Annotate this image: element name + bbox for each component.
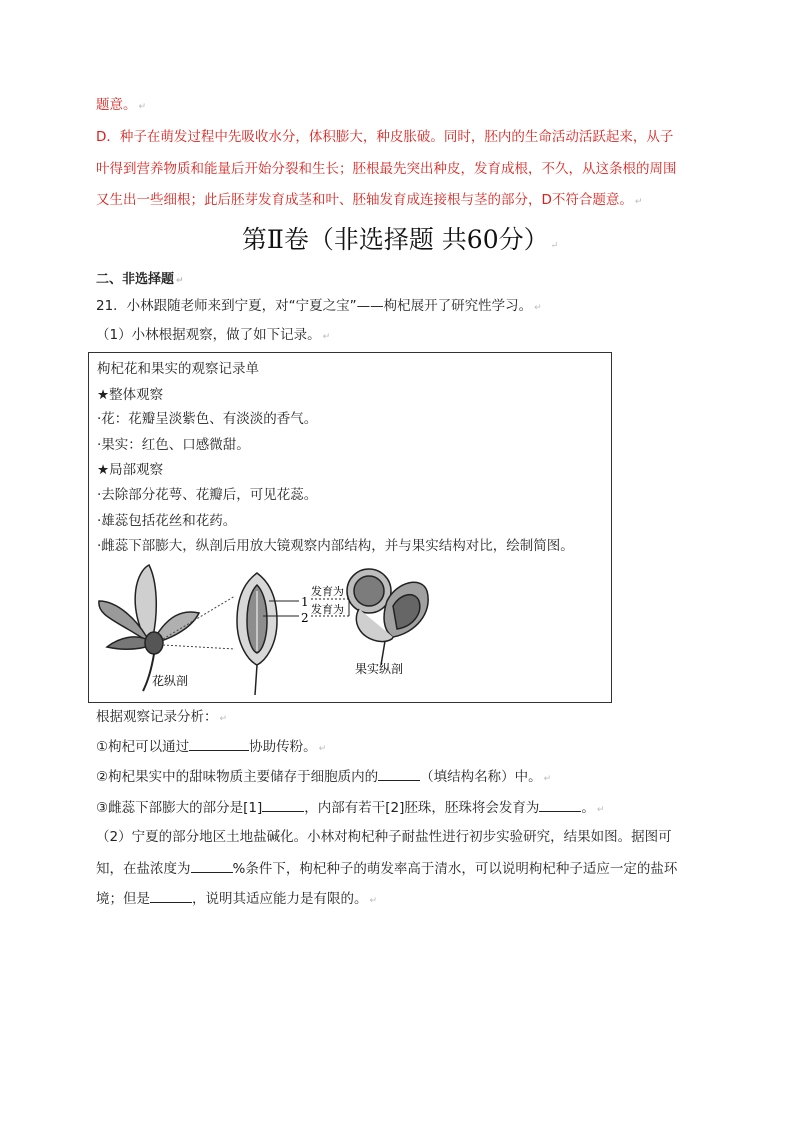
question-21-part-2-line-1: （2）宁夏的部分地区土地盐碱化。小林对枸杞种子耐盐性进行初步实验研究，结果如图。据图可 bbox=[96, 829, 672, 845]
record-heading-overall: ★整体观察 bbox=[97, 387, 164, 403]
blank-2[interactable] bbox=[378, 766, 420, 781]
blank-5[interactable] bbox=[191, 858, 233, 873]
section-heading: 二、非选择题 ↵ bbox=[96, 272, 184, 287]
develop-label-1: 发育为 bbox=[311, 585, 344, 598]
analysis-item-1: ①枸杞可以通过 协助传粉。 ↵ bbox=[96, 736, 326, 759]
blank-6[interactable] bbox=[150, 888, 192, 903]
fruit-caption: 果实纵剖 bbox=[355, 662, 404, 676]
blank-4[interactable] bbox=[539, 797, 581, 812]
record-pistil: ·雌蕊下部膨大，纵剖后用放大镜观察内部结构，并与果实结构对比，绘制简图。 bbox=[97, 538, 574, 554]
flower-caption: 花纵剖 bbox=[152, 674, 189, 688]
develop-label-2: 发育为 bbox=[311, 603, 344, 616]
label-2: 2 bbox=[301, 611, 309, 625]
label-1: 1 bbox=[301, 595, 309, 609]
record-stamen: ·雄蕊包括花丝和花药。 bbox=[97, 513, 237, 529]
part-two-title: 第Ⅱ卷（非选择题 共60分） ↵ bbox=[241, 225, 559, 254]
explanation-line-1: 题意。 ↵ bbox=[96, 97, 147, 113]
record-heading-local: ★局部观察 bbox=[97, 462, 164, 478]
analysis-item-2: ②枸杞果实中的甜味物质主要储存于细胞质内的 （填结构名称）中。 ↵ bbox=[96, 766, 551, 789]
explanation-option-d-line-2: 叶得到营养物质和能量后开始分裂和生长；胚根最先突出种皮，发育成根，不久，从这条根的周围 bbox=[96, 161, 677, 177]
analysis-item-3: ③雌蕊下部膨大的部分是[1] ，内部有若干[2]胚珠，胚珠将会发育为 。 ↵ bbox=[96, 797, 604, 820]
question-21-part-2-line-2: 知，在盐浓度为 %条件下，枸杞种子的萌发率高于清水，可以说明枸杞种子适应一定的盐环 bbox=[96, 858, 677, 879]
blank-3[interactable] bbox=[262, 797, 304, 812]
explanation-option-d-line-1: D．种子在萌发过程中先吸收水分，体积膨大，种皮胀破。同时，胚内的生命活动活跃起来，从子 bbox=[96, 129, 674, 145]
blank-1[interactable] bbox=[189, 736, 249, 751]
explanation-option-d-line-3: 又生出一些细根；此后胚芽发育成茎和叶、胚轴发育成连接根与茎的部分，D不符合题意。 ↵ bbox=[96, 192, 643, 208]
record-title: 枸杞花和果实的观察记录单 bbox=[97, 361, 259, 377]
flower-section-drawing bbox=[99, 565, 199, 691]
flower-fruit-diagram bbox=[97, 561, 477, 695]
record-fruit: ·果实：红色、口感微甜。 bbox=[97, 437, 250, 453]
question-21-part-1: （1）小林根据观察，做了如下记录。 ↵ bbox=[96, 327, 331, 343]
ovary-section-drawing bbox=[237, 573, 277, 695]
question-21-part-2-line-3: 境；但是 ，说明其适应能力是有限的。 ↵ bbox=[96, 888, 377, 911]
record-flower: ·花：花瓣呈淡紫色、有淡淡的香气。 bbox=[97, 411, 318, 427]
question-21-stem: 21．小林跟随老师来到宁夏，对“宁夏之宝”——枸杞展开了研究性学习。 ↵ bbox=[96, 298, 542, 314]
record-remove-petals: ·去除部分花萼、花瓣后，可见花蕊。 bbox=[97, 487, 318, 503]
analysis-intro: 根据观察记录分析： ↵ bbox=[96, 709, 228, 725]
observation-record-box bbox=[88, 352, 612, 703]
fruit-section-drawing bbox=[347, 569, 428, 665]
